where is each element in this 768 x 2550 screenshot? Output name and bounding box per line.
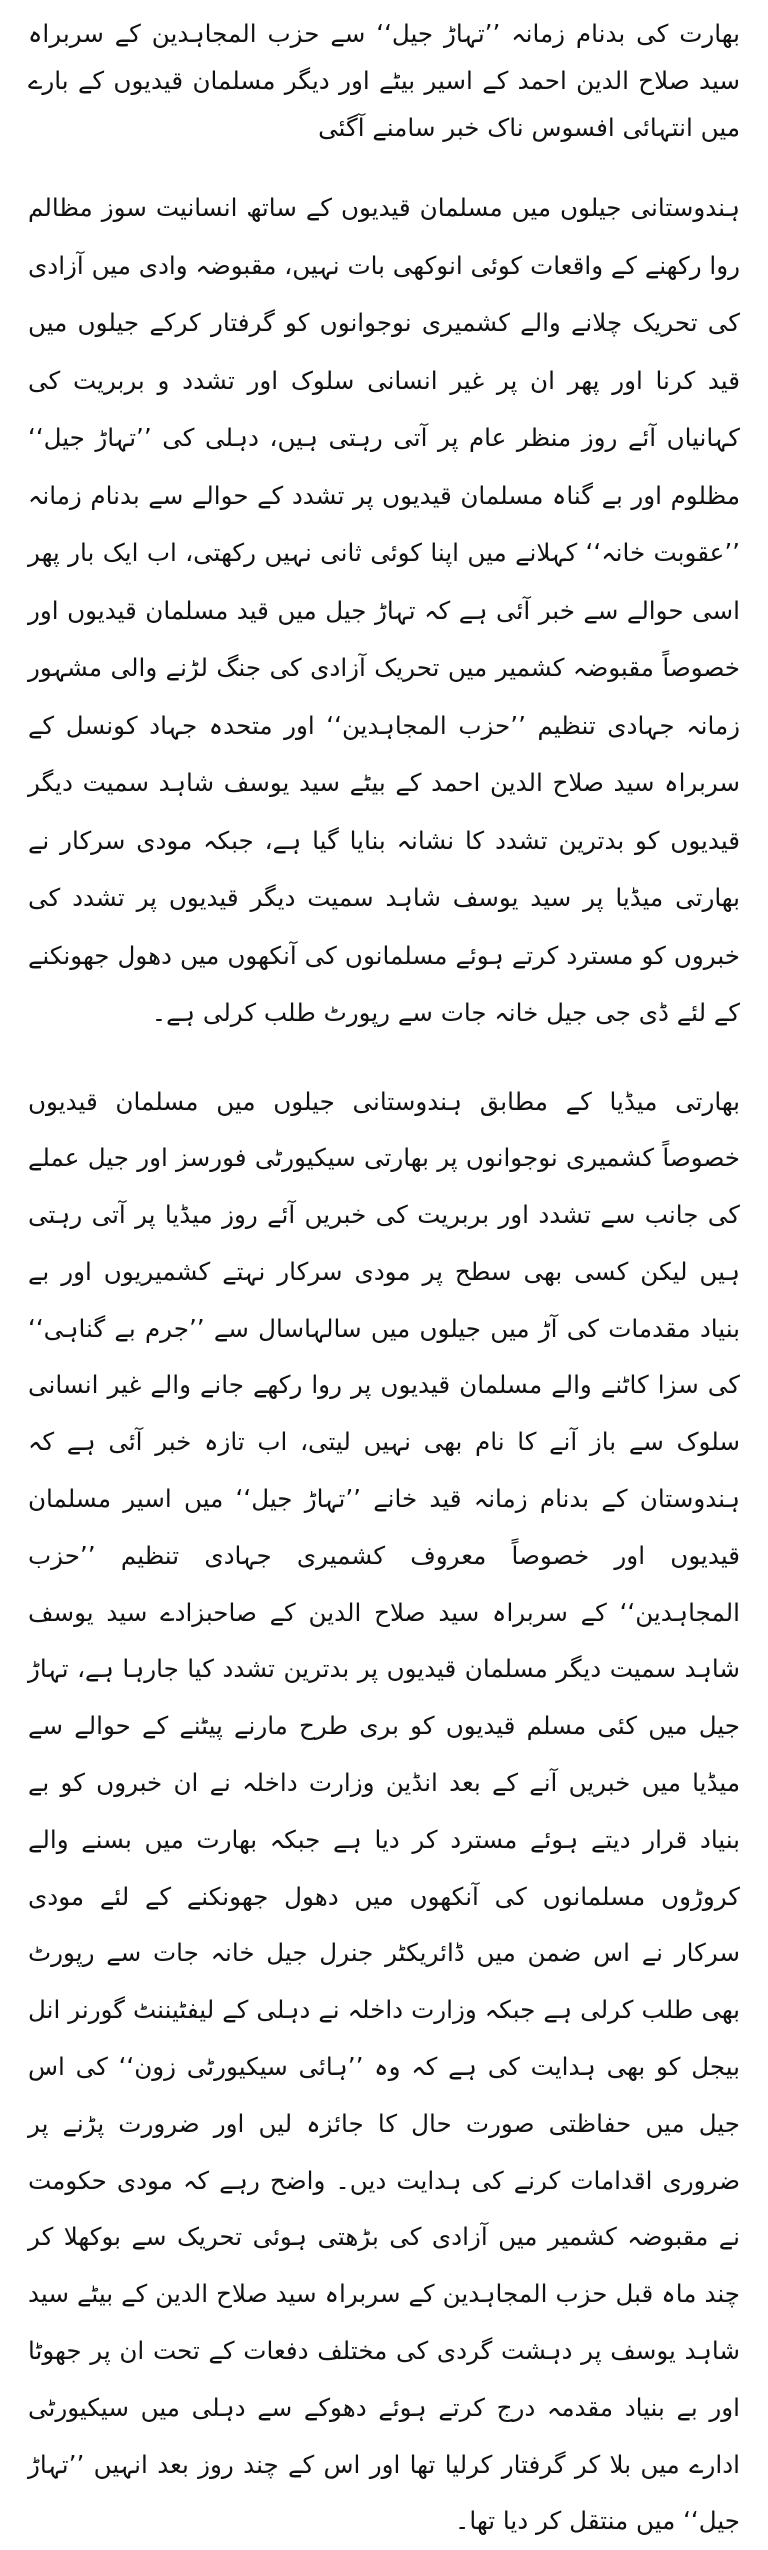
news-article	[28, 10, 740, 2550]
article-paragraph: ہندوستانی جیلوں میں مسلمان قیدیوں کے ساتھ انسانیت سوز مظالم روا رکھنے کے واقعات کوئی انوکھی بات نہیں، مقبوضہ وادی میں آزادی کی تحریک چلانے والے کشمیری نوجوانوں کو گرفتار کرکے جیلوں میں قید کرنا اور پھر ان پر غیر انسانی سلوک اور تشدد و بربریت کی کہانیاں آئے روز منظر عام پر آتی رہتی ہیں، دہلی کی ’’تہاڑ جیل‘‘ مظلوم اور بے گناہ مسلمان قیدیوں پر تشدد کے حوالے سے بدنام زمانہ ’’عقوبت خانہ‘‘ کہلانے میں اپنا کوئی ثانی نہیں رکھتی، اب ایک بار پھر اسی حوالے سے خبر آئی ہے کہ تہاڑ جیل میں قید مسلمان قیدیوں اور خصوصاً مقبوضہ کشمیر میں تحریک آزادی کی جنگ لڑنے والی مشہور زمانہ جہادی تنظیم ’’حزب المجاہدین‘‘ اور متحدہ جہاد کونسل کے سربراہ سید صلاح الدین احمد کے بیٹے سید یوسف شاہد سمیت دیگر قیدیوں کو بدترین تشدد کا نشانہ بنایا گیا ہے، جبکہ مودی سرکار نے بھارتی میڈیا پر سید یوسف شاہد سمیت دیگر قیدیوں پر تشدد کی خبروں کو مسترد کرتے ہوئے مسلمانوں کی آنکھوں میں دھول جھونکنے کے لئے ڈی جی جیل خانہ جات سے رپورٹ طلب کرلی ہے۔	[28, 179, 740, 1042]
article-paragraph: بھارتی میڈیا کے مطابق ہندوستانی جیلوں میں مسلمان قیدیوں خصوصاً کشمیری نوجوانوں پر بھارتی سیکیورٹی فورسز اور جیل عملے کی جانب سے تشدد اور بربریت کی خبریں آئے روز میڈیا پر آتی رہتی ہیں لیکن کسی بھی سطح پر مودی سرکار نہتے کشمیریوں اور بے بنیاد مقدمات کی آڑ میں جیلوں میں سالہاسال سے ’’جرم بے گناہی‘‘ کی سزا کاٹنے والے مسلمان قیدیوں پر روا رکھے جانے والے غیر انسانی سلوک سے باز آنے کا نام بھی نہیں لیتی، اب تازہ خبر آئی ہے کہ ہندوستان کے بدنام زمانہ قید خانے ’’تہاڑ جیل‘‘ میں اسیر مسلمان قیدیوں اور خصوصاً معروف کشمیری جہادی تنظیم ’’حزب المجاہدین‘‘ کے سربراہ سید صلاح الدین کے صاحبزادے سید یوسف شاہد سمیت دیگر مسلمان قیدیوں پر بدترین تشدد کیا جارہا ہے، تہاڑ جیل میں کئی مسلم قیدیوں کو بری طرح مارنے پیٹنے کے حوالے سے میڈیا میں خبریں آنے کے بعد انڈین وزارت داخلہ نے ان خبروں کو بے بنیاد قرار دیتے ہوئے مسترد کر دیا ہے جبکہ بھارت میں بسنے والے کروڑوں مسلمانوں کی آنکھوں میں دھول جھونکنے کے لئے مودی سرکار نے اس ضمن میں ڈائریکٹر جنرل جیل خانہ جات سے رپورٹ بھی طلب کرلی ہے جبکہ وزارت داخلہ نے دہلی کے لیفٹیننٹ گورنر انل بیجل کو بھی ہدایت کی ہے کہ وہ ’’ہائی سیکیورٹی زون‘‘ کی اس جیل میں حفاظتی صورت حال کا جائزہ لیں اور ضرورت پڑنے پر ضروری اقدامات کرنے کی ہدایت دیں۔ واضح رہے کہ مودی حکومت نے مقبوضہ کشمیر میں آزادی کی بڑھتی ہوئی تحریک سے بوکھلا کر چند ماہ قبل حزب المجاہدین کے سربراہ سید صلاح الدین کے بیٹے سید شاہد یوسف پر دہشت گردی کی مختلف دفعات کے تحت ان پر جھوٹا اور بے بنیاد مقدمہ درج کرتے ہوئے دھوکے سے دہلی میں سیکیورٹی ادارے میں بلا کر گرفتار کرلیا تھا اور اس کے چند روز بعد انہیں ’’تہاڑ جیل‘‘ میں منتقل کر دیا تھا۔	[28, 1074, 740, 2550]
article-intro: بھارت کی بدنام زمانہ ’’تہاڑ جیل‘‘ سے حزب المجاہدین کے سربراہ سید صلاح الدین احمد کے اسیر بیٹے اور دیگر مسلمان قیدیوں کے بارے میں انتہائی افسوس ناک خبر سامنے آگئی	[28, 10, 740, 151]
